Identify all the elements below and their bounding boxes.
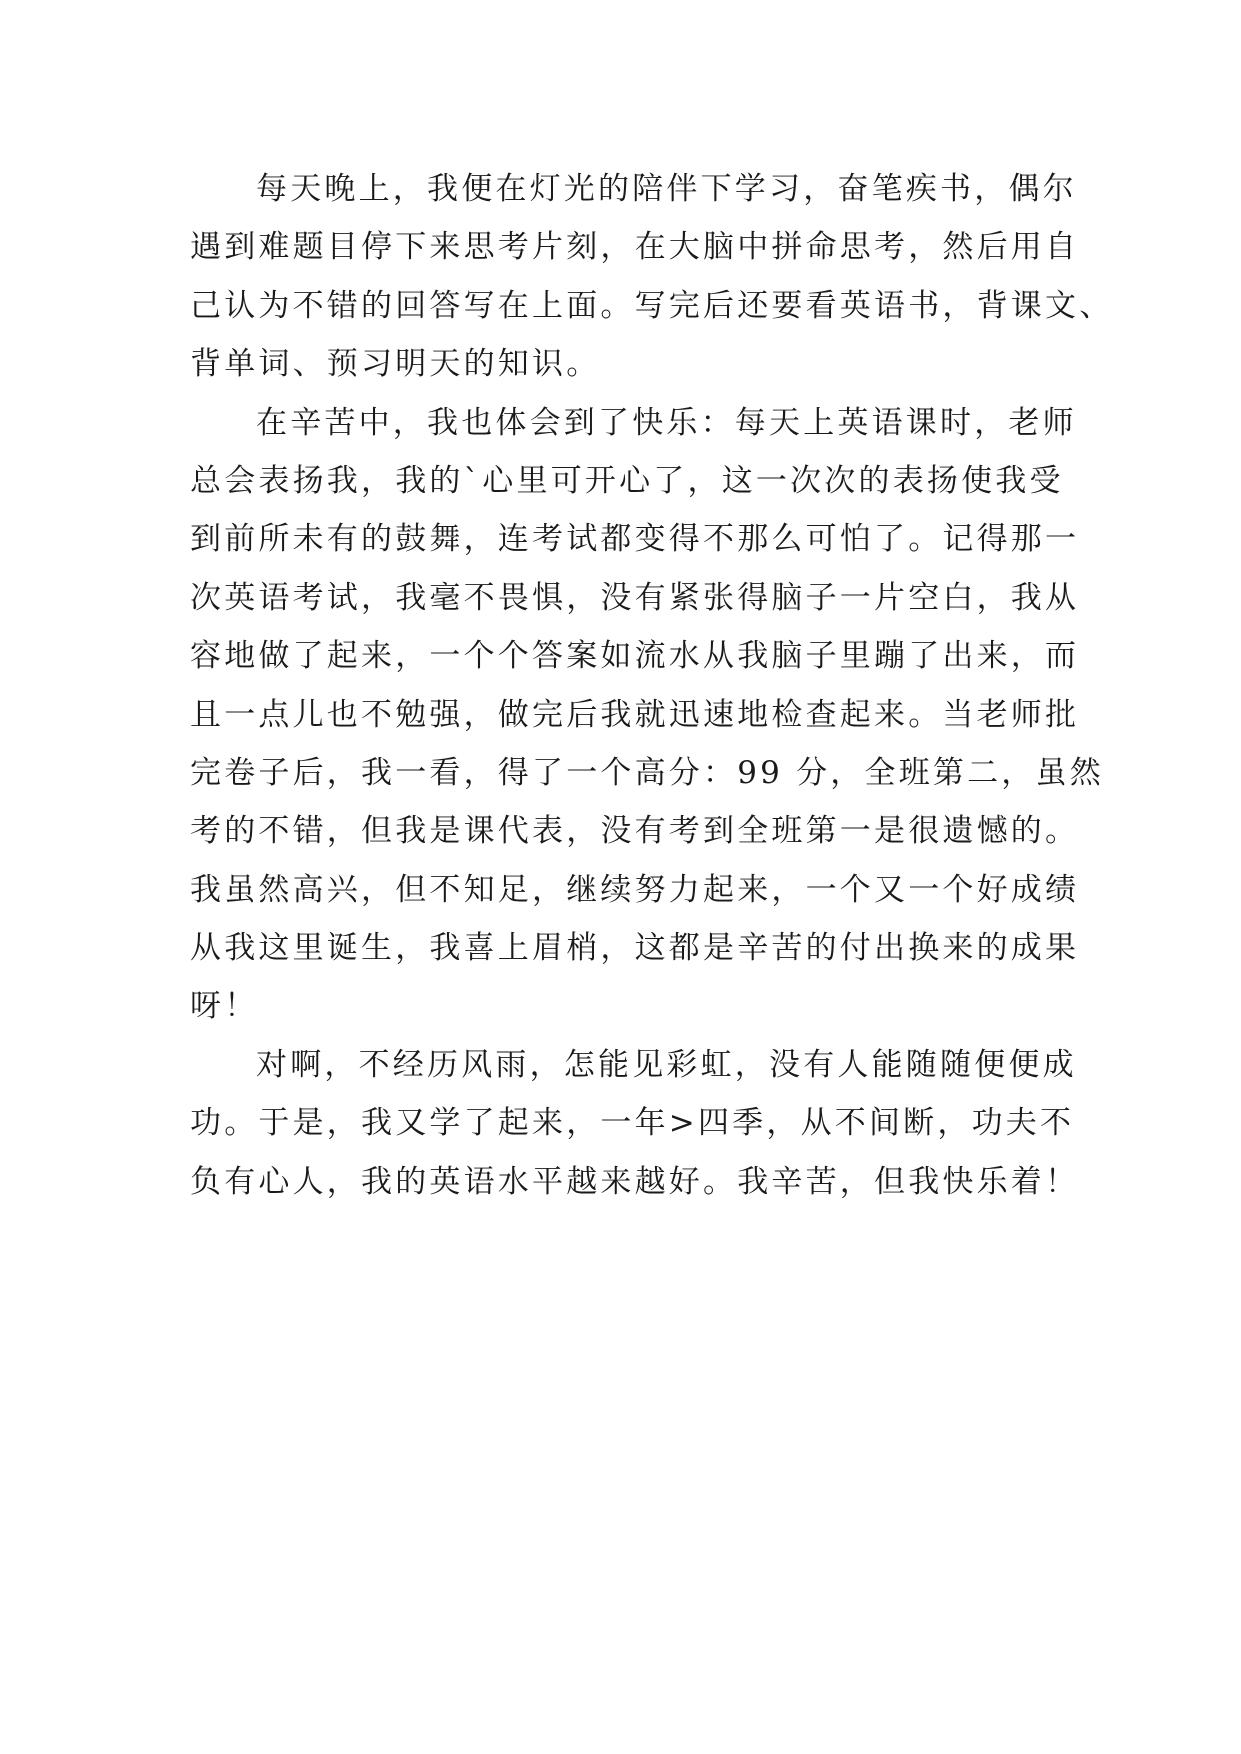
paragraph-line: 容地做了起来，一个个答案如流水从我脑子里蹦了出来，而 (190, 638, 1080, 675)
paragraph-1 (190, 160, 1114, 394)
paragraph-line: 己认为不错的回答写在上面。写完后还要看英语书，背课文、 (190, 287, 1114, 324)
paragraph-3 (190, 1036, 1080, 1211)
paragraph-line: 次英语考试，我毫不畏惧，没有紧张得脑子一片空白，我从 (190, 579, 1080, 616)
paragraph-2 (190, 394, 1104, 1036)
paragraph-line: 且一点儿也不勉强，做完后我就迅速地检查起来。当老师批 (190, 696, 1080, 733)
paragraph-line: 对啊，不经历风雨，怎能见彩虹，没有人能随随便便成 (256, 1046, 1077, 1083)
paragraph-line: 遇到难题目停下来思考片刻，在大脑中拼命思考，然后用自 (190, 229, 1080, 266)
paragraph-line: 每天晚上，我便在灯光的陪伴下学习，奋笔疾书，偶尔 (256, 171, 1077, 207)
paragraph-line: 到前所未有的鼓舞，连考试都变得不那么可怕了。记得那一 (190, 521, 1080, 558)
paragraph-line: 功。于是，我又学了起来，一年>四季，从不间断，功夫不 (190, 1105, 1075, 1142)
paragraph-line: 在辛苦中，我也体会到了快乐：每天上英语课时，老师 (256, 404, 1077, 441)
paragraph-line: 背单词、预习明天的知识。 (190, 346, 601, 383)
paragraph-line: 从我这里诞生，我喜上眉梢，这都是辛苦的付出换来的成果 (190, 930, 1080, 967)
paragraph-line: 总会表扬我，我的`心里可开心了，这一次次的表扬使我受 (190, 462, 1064, 499)
paragraph-line: 完卷子后，我一看，得了一个高分：99 分，全班第二，虽然 (190, 754, 1104, 791)
paragraph-line: 考的不错，但我是课代表，没有考到全班第一是很遗憾的。 (190, 813, 1080, 850)
paragraph-line: 呀！ (190, 988, 259, 1025)
paragraph-line: 我虽然高兴，但不知足，继续努力起来，一个又一个好成绩 (190, 871, 1080, 908)
paragraph-line: 负有心人，我的英语水平越来越好。我辛苦，但我快乐着！ (190, 1163, 1080, 1200)
document-page (190, 160, 1114, 1211)
